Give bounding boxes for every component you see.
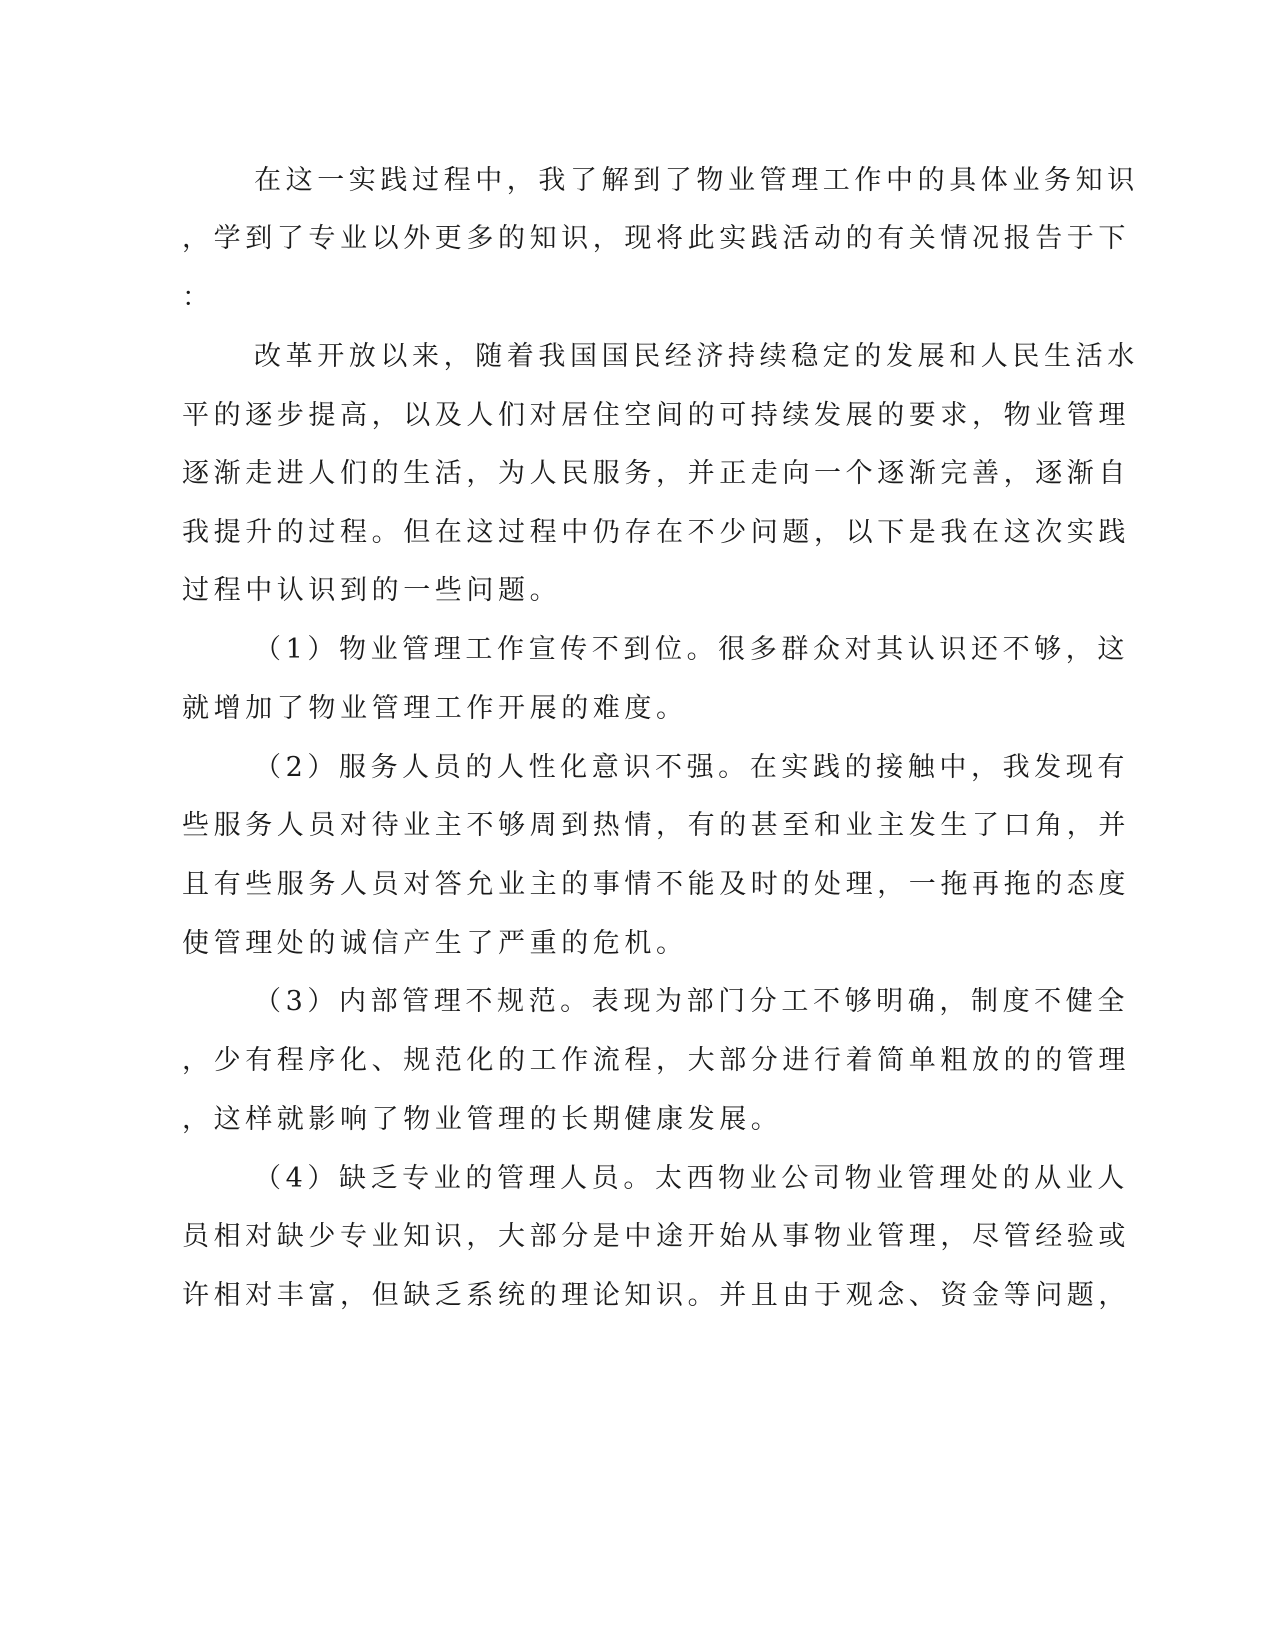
text-line: 在这一实践过程中，我了解到了物业管理工作中的具体业务知识 <box>254 165 1139 196</box>
text-line: （1）物业管理工作宣传不到位。很多群众对其认识还不够，这 <box>254 634 1129 665</box>
text-line: ： <box>182 282 214 313</box>
text-line: 逐渐走进人们的生活，为人民服务，并正走向一个逐渐完善，逐渐自 <box>182 458 1130 489</box>
text-line: ，学到了专业以外更多的知识，现将此实践活动的有关情况报告于下 <box>182 223 1130 254</box>
text-line: 许相对丰富，但缺乏系统的理论知识。并且由于观念、资金等问题， <box>182 1280 1130 1311</box>
text-line: ，少有程序化、规范化的工作流程，大部分进行着简单粗放的的管理 <box>182 1045 1130 1076</box>
text-line: （4）缺乏专业的管理人员。太西物业公司物业管理处的从业人 <box>254 1163 1129 1194</box>
text-line: （2）服务人员的人性化意识不强。在实践的接触中，我发现有 <box>254 752 1129 783</box>
text-line: （3）内部管理不规范。表现为部门分工不够明确，制度不健全 <box>254 986 1129 1017</box>
text-line: 我提升的过程。但在这过程中仍存在不少问题，以下是我在这次实践 <box>182 517 1130 548</box>
text-line: 改革开放以来，随着我国国民经济持续稳定的发展和人民生活水 <box>254 341 1139 372</box>
text-line: 平的逐步提高，以及人们对居住空间的可持续发展的要求，物业管理 <box>182 400 1130 431</box>
text-line: ，这样就影响了物业管理的长期健康发展。 <box>182 1104 783 1135</box>
text-line: 过程中认识到的一些问题。 <box>182 575 562 606</box>
text-line: 些服务人员对待业主不够周到热情，有的甚至和业主发生了口角，并 <box>182 810 1130 841</box>
text-line: 就增加了物业管理工作开展的难度。 <box>182 693 688 724</box>
text-line: 使管理处的诚信产生了严重的危机。 <box>182 928 688 959</box>
text-line: 员相对缺少专业知识，大部分是中途开始从事物业管理，尽管经验或 <box>182 1221 1130 1252</box>
text-line: 且有些服务人员对答允业主的事情不能及时的处理，一拖再拖的态度 <box>182 869 1130 900</box>
